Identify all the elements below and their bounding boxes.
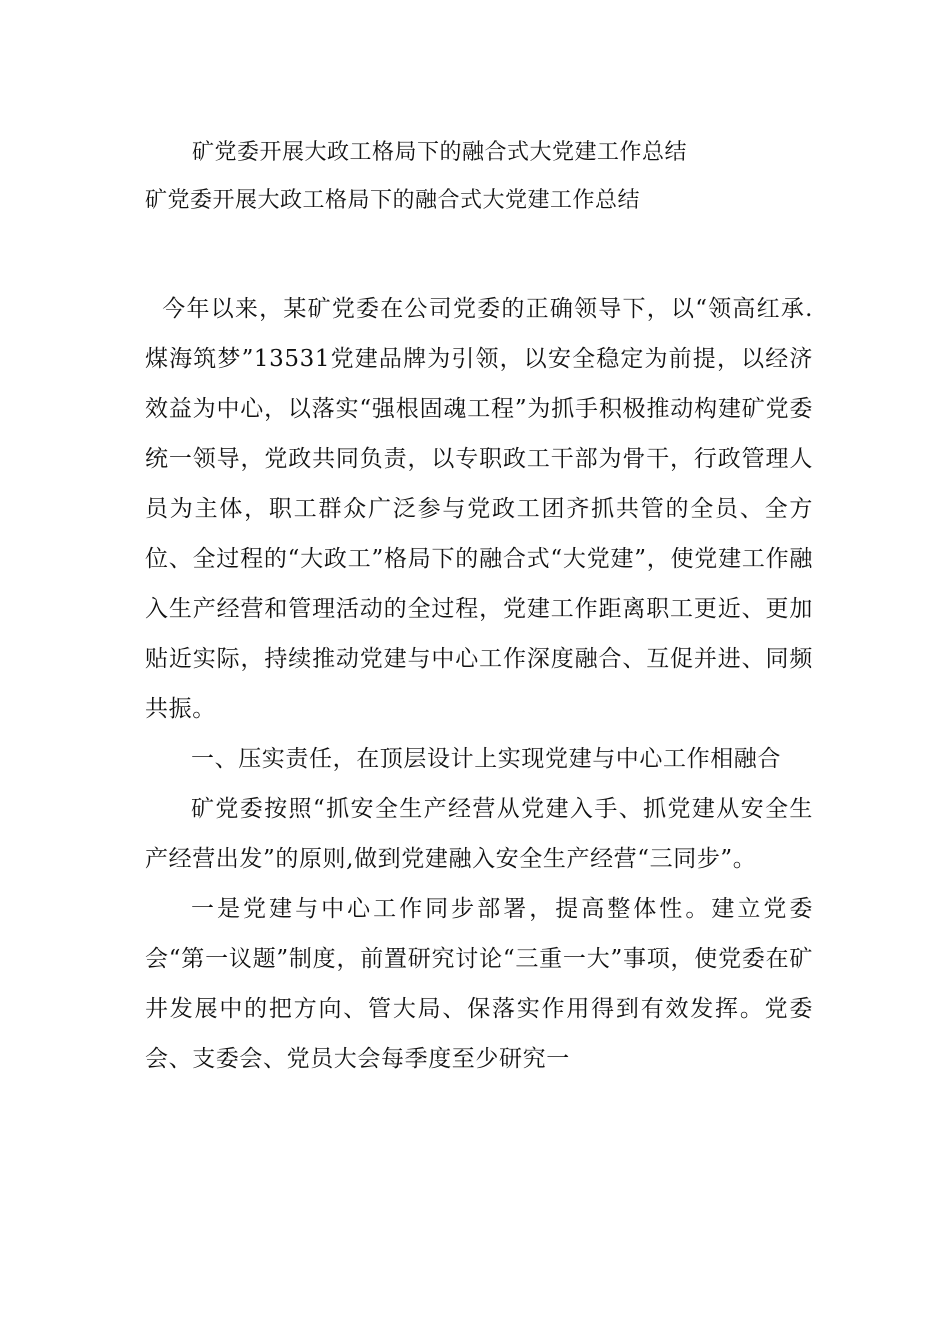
document-title-line-1: 矿党委开展大政工格局下的融合式大党建工作总结 bbox=[192, 140, 688, 165]
paragraph-item-1: 一是党建与中心工作同步部署，提高整体性。建立党委会“第一议题”制度，前置研究讨论“三重一大”事项，使党委在矿井发展中的把方向、管大局、保落实作用得到有效发挥。党委会、支委会、党员大会每季度至少研究一 bbox=[145, 896, 813, 1072]
document-body bbox=[145, 284, 813, 1084]
document-title-line-2: 矿党委开展大政工格局下的融合式大党建工作总结 bbox=[145, 188, 641, 213]
section-heading-1: 一、压实责任，在顶层设计上实现党建与中心工作相融合 bbox=[191, 746, 781, 772]
paragraph-intro: 今年以来，某矿党委在公司党委的正确领导下，以“领高红承.煤海筑梦”13531党建品牌为引领，以安全稳定为前提，以经济效益为中心，以落实“强根固魂工程”为抓手积极推动构建矿党委统一领导，党政共同负责，以专职政工干部为骨干，行政管理人员为主体，职工群众广泛参与党政工团齐抓共管的全员、全方位、全过程的“大政工”格局下的融合式“大党建”，使党建工作融入生产经营和管理活动的全过程，党建工作距离职工更近、更加贴近实际，持续推动党建与中心工作深度融合、互促并进、同频共振。 bbox=[145, 296, 813, 722]
paragraph-principle: 矿党委按照“抓安全生产经营从党建入手、抓党建从安全生产经营出发”的原则,做到党建融入安全生产经营“三同步”。 bbox=[145, 796, 813, 872]
